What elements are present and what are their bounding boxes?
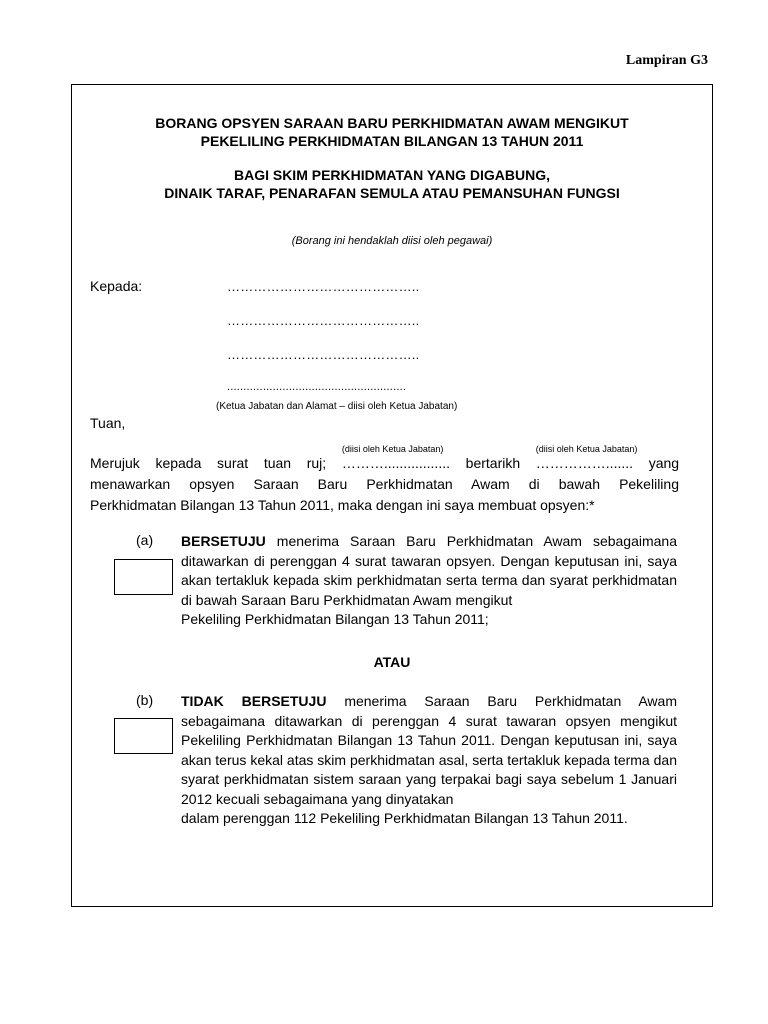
ref-text-part3: yang xyxy=(648,455,680,471)
option-b-text-first: menerima Saraan Baru Perkhidmatan Awam xyxy=(344,693,677,709)
reference-line-1 xyxy=(90,444,680,474)
address-line-3[interactable]: …………………………………….. xyxy=(227,347,420,362)
atau-separator: ATAU xyxy=(373,654,411,670)
option-a-text-rest: ditawarkan di perenggan 4 surat tawaran opsyen. Dengan keputusan ini, saya akan tertakluk kepada skim perkhidmatan serta terma dan syarat perkhidmatan di bawah Saraan Baru Perkhidmatan Awam mengikut xyxy=(181,552,677,608)
ref-text-part1: Merujuk kepada surat tuan ruj; xyxy=(90,455,327,471)
form-subtitle-line2: DINAIK TARAF, PENARAFAN SEMULA ATAU PEMANSUHAN FUNGSI xyxy=(164,185,620,201)
form-title-line2: PEKELILING PERKHIDMATAN BILANGAN 13 TAHUN 2011 xyxy=(200,133,584,149)
option-a-label: (a) xyxy=(136,532,154,548)
reference-paragraph xyxy=(90,444,680,516)
form-title-line1: BORANG OPSYEN SARAAN BARU PERKHIDMATAN AWAM MENGIKUT xyxy=(155,115,629,131)
option-b-first-line xyxy=(181,692,677,712)
address-line-1[interactable]: …………………………………….. xyxy=(227,279,420,294)
address-line-2[interactable]: …………………………………….. xyxy=(227,313,420,328)
address-line-4[interactable]: ....................................................... xyxy=(227,381,407,393)
appendix-label: Lampiran G3 xyxy=(625,53,708,68)
form-title xyxy=(72,114,712,150)
ref-date-fill: ……………....... xyxy=(535,455,634,471)
ref-number-field[interactable] xyxy=(341,444,450,474)
option-b-text-last: dalam perenggan 112 Pekeliling Perkhidmatan Bilangan 13 Tahun 2011. xyxy=(181,810,628,826)
form-instruction: (Borang ini hendaklah diisi oleh pegawai) xyxy=(291,235,493,247)
option-b-checkbox[interactable] xyxy=(114,718,173,754)
reference-line-2: menawarkan opsyen Saraan Baru Perkhidmatan Awam di bawah Pekeliling xyxy=(90,476,679,492)
option-a-text xyxy=(181,532,677,630)
ref-date-field[interactable] xyxy=(535,444,638,474)
form-frame xyxy=(71,84,713,907)
ref-number-fill: ………................. xyxy=(341,455,450,471)
option-a-first-line xyxy=(181,532,677,552)
option-b-text-rest: sebagaimana ditawarkan di perenggan 4 surat tawaran opsyen mengikut Pekeliling Perkhidmatan Bilangan 13 Tahun 2011. Dengan keputusan ini, saya akan terus kekal atas skim perkhidmatan asal, serta tertakluk kepada terma dan syarat perkhidmatan sistem saraan yang terpakai bagi saya sebelum 1 Januari 2012 kecuali sebagaimana yang dinyatakan xyxy=(181,712,677,807)
form-subtitle-line1: BAGI SKIM PERKHIDMATAN YANG DIGABUNG, xyxy=(233,167,551,183)
salutation: Tuan, xyxy=(90,415,126,431)
option-b-bold: TIDAK BERSETUJU xyxy=(181,693,327,709)
option-a-bold: BERSETUJU xyxy=(181,533,266,549)
ref-date-note: (diisi oleh Ketua Jabatan) xyxy=(535,444,638,454)
ref-text-part2: bertarikh xyxy=(465,455,521,471)
ref-number-note: (diisi oleh Ketua Jabatan) xyxy=(341,444,444,454)
option-a-text-last: Pekeliling Perkhidmatan Bilangan 13 Tahun 2011; xyxy=(181,611,489,627)
form-subtitle xyxy=(72,166,712,202)
option-b-label: (b) xyxy=(136,692,154,708)
reference-line-3: Perkhidmatan Bilangan 13 Tahun 2011, maka dengan ini saya membuat opsyen:* xyxy=(90,497,595,513)
option-b-text xyxy=(181,692,677,829)
option-a-text-first: menerima Saraan Baru Perkhidmatan Awam sebagaimana xyxy=(276,533,678,549)
option-a-checkbox[interactable] xyxy=(114,559,173,595)
kepada-label: Kepada: xyxy=(90,278,143,294)
address-note: (Ketua Jabatan dan Alamat – diisi oleh Ketua Jabatan) xyxy=(216,401,458,412)
